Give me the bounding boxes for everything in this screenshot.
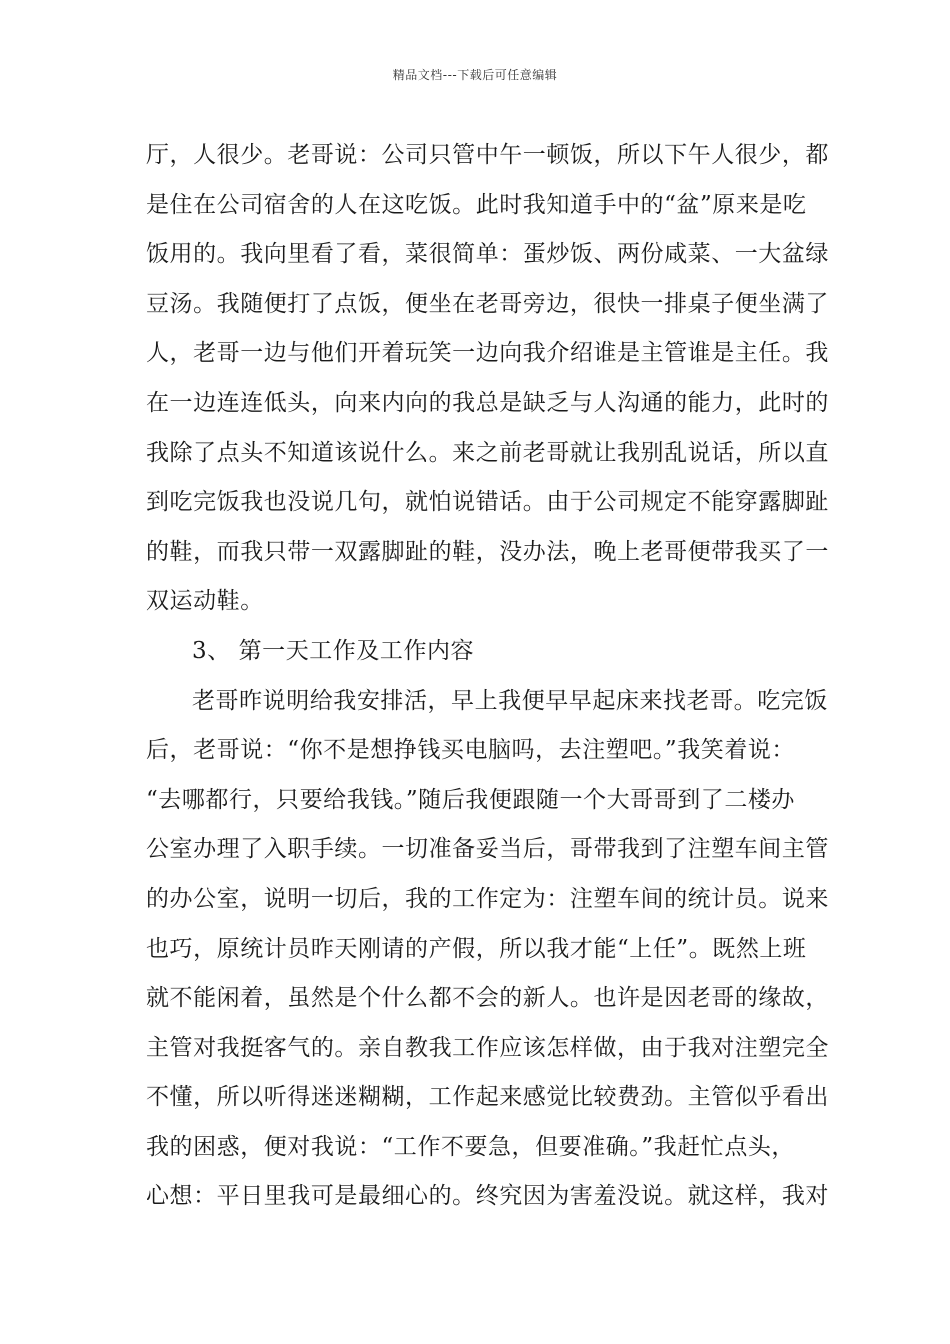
text-line: 双运动鞋。: [146, 588, 264, 615]
text-line: 主管对我挺客气的。亲自教我工作应该怎样做，由于我对注塑完全: [146, 1034, 829, 1061]
text-line: 的办公室，说明一切后，我的工作定为：注塑车间的统计员。说来: [146, 885, 829, 912]
text-line: 我除了点头不知道该说什么。来之前老哥就让我别乱说话，所以直: [146, 439, 829, 466]
text-line: 人，老哥一边与他们开着玩笑一边向我介绍谁是主管谁是主任。我: [146, 340, 829, 367]
text-line: 在一边连连低头，向来内向的我总是缺乏与人沟通的能力，此时的: [146, 389, 829, 416]
page-header: 精品文档---下载后可任意编辑: [392, 68, 558, 82]
text-line: 心想：平日里我可是最细心的。终究因为害羞没说。就这样，我对: [146, 1183, 829, 1210]
text-line: 就不能闲着，虽然是个什么都不会的新人。也许是因老哥的缘故，: [146, 985, 829, 1012]
text-line: 厅，人很少。老哥说：公司只管中午一顿饭，所以下午人很少，都: [146, 142, 829, 168]
text-line: 到吃完饭我也没说几句，就怕说错话。由于公司规定不能穿露脚趾: [146, 489, 829, 516]
text-line: 老哥昨说明给我安排活，早上我便早早起床来找老哥。吃完饭: [192, 687, 828, 714]
text-line: 也巧，原统计员昨天刚请的产假，所以我才能“上任”。既然上班: [146, 935, 807, 962]
text-line: 公室办理了入职手续。一切准备妥当后，哥带我到了注塑车间主管: [146, 836, 829, 863]
text-line: 我的困惑，便对我说：“工作不要急，但要准确。”我赶忙点头，: [146, 1133, 795, 1160]
text-line: 豆汤。我随便打了点饭，便坐在老哥旁边，很快一排桌子便坐满了: [146, 290, 829, 317]
text-line: 后，老哥说：“你不是想挣钱买电脑吗，去注塑吧。”我笑着说：: [146, 737, 795, 764]
text-line: 饭用的。我向里看了看，菜很简单：蛋炒饭、两份咸菜、一大盆绿: [146, 241, 829, 268]
text-line: 不懂，所以听得迷迷糊糊，工作起来感觉比较费劲。主管似乎看出: [146, 1084, 829, 1111]
document-body: [146, 131, 829, 1222]
text-line: 的鞋，而我只带一双露脚趾的鞋，没办法，晚上老哥便带我买了一: [146, 538, 829, 565]
section-heading: 3、 第一天工作及工作内容: [192, 637, 475, 664]
text-line: 是住在公司宿舍的人在这吃饭。此时我知道手中的“盆”原来是吃: [146, 191, 807, 218]
text-line: “去哪都行，只要给我钱。”随后我便跟随一个大哥哥到了二楼办: [146, 786, 795, 813]
